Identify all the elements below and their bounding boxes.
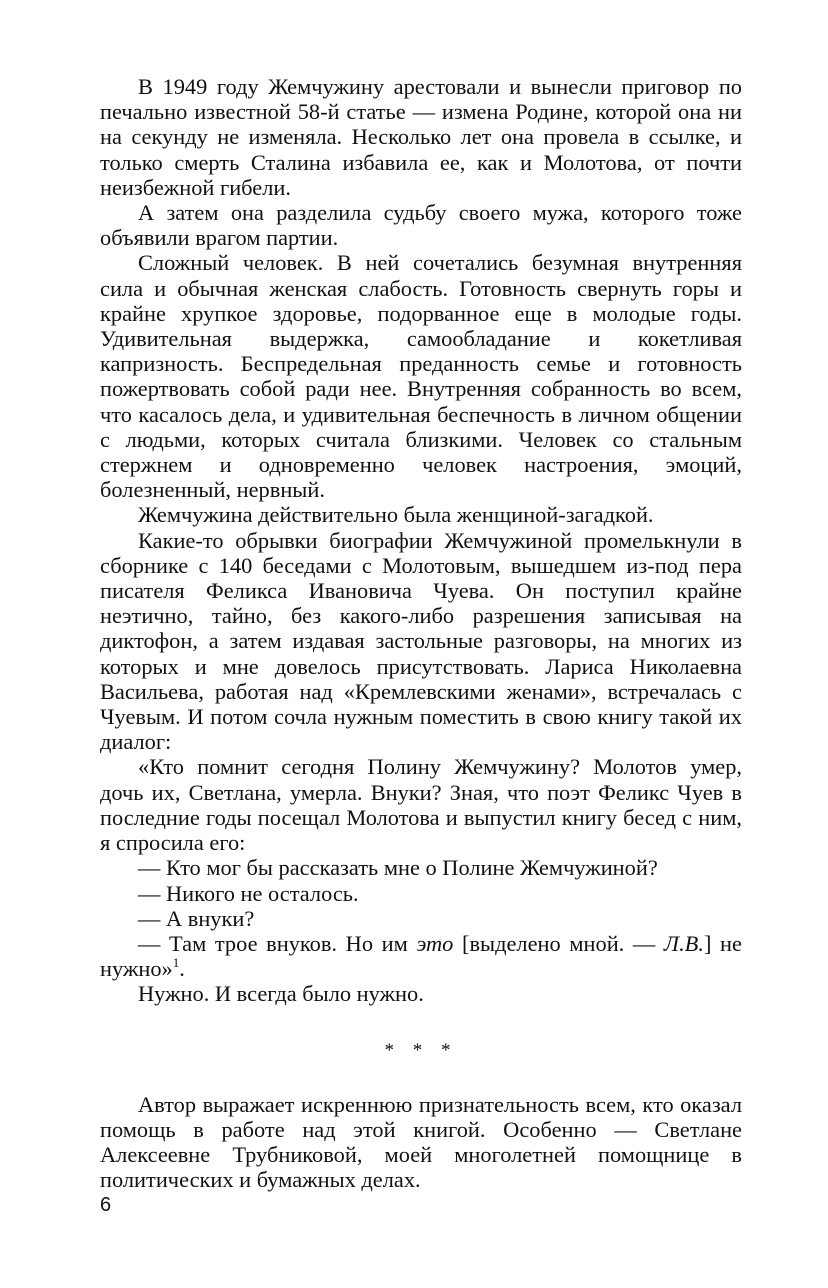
editor-note-open: [выделено мной. — [453, 930, 664, 956]
paragraph-chuev-book: Какие-то обрывки биографии Жемчужиной промелькнули в сборнике с 140 беседами с Молотовым, вышедшем из-под пера писателя Феликса Ивановича Чуева. Он поступил крайне неэтично, тайно, без какого-либо разрешения записывая на диктофон, а затем издавая застольные разговоры, на многих из которых и мне довелось присутствовать. Лариса Николаевна Васильева, работая над «Кремлевскими женами», встречалась с Чуевым. И потом сочла нужным поместить в свою книгу такой их диалог: [100, 527, 742, 755]
editor-initials: Л.В. [663, 930, 704, 956]
paragraph-mystery-woman: Жемчужина действительно была женщиной-загадкой. [138, 502, 654, 528]
italic-word: это [416, 930, 454, 956]
last-reply-end: . [179, 956, 185, 982]
dialog-line-grandchildren: — А внуки? [138, 905, 255, 931]
paragraph-closing: Нужно. И всегда было нужно. [138, 981, 424, 1007]
last-reply-text: — Там трое внуков. Но им [138, 930, 417, 956]
dialog-line-last-reply [100, 931, 742, 981]
editor-note-close: ] не нужно» [100, 930, 742, 982]
dialog-line-no-one: — Никого не осталось. [138, 880, 359, 906]
footnote-mark: 1 [172, 955, 180, 971]
section-separator: * * * [384, 1039, 458, 1061]
paragraph-husband-fate: А затем она разделила судьбу своего мужа, которого тоже объявили врагом партии. [100, 200, 742, 251]
separator-spacer [100, 1063, 742, 1092]
paragraph-complex-person: Сложный человек. В ней сочетались безумная внутренняя сила и обычная женская слабость. Готовность свернуть горы и крайне хрупкое здоровье, подорванное еще в молодые годы. Удивительная выдержка, самообладание и кокетливая капризность. Беспредельная преданность семье и готовность пожертвовать собой ради нее. Внутренняя собранность во всем, что касалось дела, и удивительная беспечность в личном общении с людьми, которых считала близкими. Человек со стальным стержнем и одновременно человек настроения, эмоций, болезненный, нервный. [100, 250, 742, 503]
page-body [100, 74, 742, 1192]
page-number: 6 [100, 1194, 112, 1216]
paragraph-quote-intro: «Кто помнит сегодня Полину Жемчужину? Молотов умер, дочь их, Светлана, умерла. Внуки? Зная, что поэт Феликс Чуев в последние годы посещал Молотова и выпустил книгу бесед с ним, я спросила его: [100, 754, 742, 856]
paragraph-arrest: В 1949 году Жемчужину арестовали и вынесли приговор по печально известной 58-й статье — измена Родине, которой она ни на секунду не изменяла. Несколько лет она провела в ссылке, и только смерть Сталина избавила ее, как и Молотова, от почти неизбежной гибели. [100, 74, 742, 200]
paragraph-acknowledgement: Автор выражает искреннюю признательность всем, кто оказал помощь в работе над этой книгой. Особенно — Светлане Алексеевне Трубниковой, моей многолетней помощнице в политических и бумажных делах. [100, 1091, 742, 1193]
dialog-line-question: — Кто мог бы рассказать мне о Полине Жемчужиной? [138, 855, 658, 881]
